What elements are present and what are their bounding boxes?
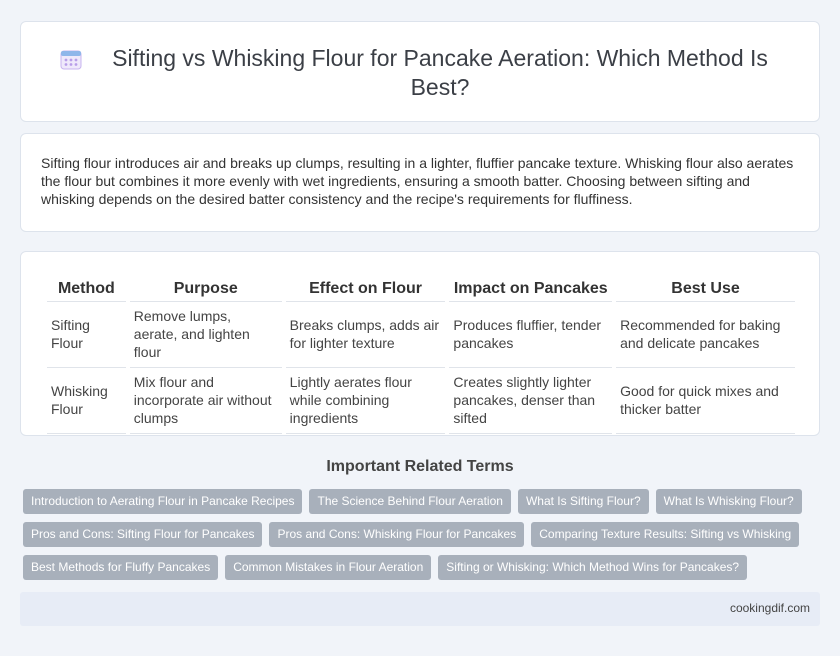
related-terms-tags [23,489,823,588]
column-header-best-use: Best Use [616,278,795,302]
table-row [47,302,795,368]
column-header-purpose: Purpose [130,278,282,302]
title-card [20,21,820,122]
tag-row [23,522,823,547]
table-cell: Lightly aerates flour while combining ingredients [286,368,446,434]
related-tag[interactable]: Common Mistakes in Flour Aeration [225,555,431,580]
table-cell: Remove lumps, aerate, and lighten flour [130,302,282,368]
table-header-row [47,278,795,302]
page-title: Sifting vs Whisking Flour for Pancake Aeration: Which Method Is Best? [112,45,768,100]
tag-row [23,555,823,580]
related-tag[interactable]: Sifting or Whisking: Which Method Wins for Pancakes? [438,555,747,580]
related-tag[interactable]: What Is Whisking Flour? [656,489,802,514]
intro-card [20,133,820,232]
table-cell: Creates slightly lighter pancakes, denser than sifted [449,368,612,434]
footer-site-link[interactable]: cookingdif.com [729,601,810,615]
column-header-effect: Effect on Flour [286,278,446,302]
related-tag[interactable]: Pros and Cons: Sifting Flour for Pancakes [23,522,262,547]
table-cell: Sifting Flour [47,302,126,368]
related-tag[interactable]: Comparing Texture Results: Sifting vs Whisking [531,522,799,547]
related-tag[interactable]: Pros and Cons: Whisking Flour for Pancakes [269,522,524,547]
related-tag[interactable]: The Science Behind Flour Aeration [309,489,510,514]
table-cell: Mix flour and incorporate air without clumps [130,368,282,434]
related-tag[interactable]: Best Methods for Fluffy Pancakes [23,555,218,580]
table-cell: Breaks clumps, adds air for lighter texture [286,302,446,368]
table-cell: Recommended for baking and delicate pancakes [616,302,795,368]
column-header-impact: Impact on Pancakes [449,278,612,302]
footer [20,592,820,626]
table-cell: Produces fluffier, tender pancakes [449,302,612,368]
table-cell: Good for quick mixes and thicker batter [616,368,795,434]
comparison-table-card [20,251,820,436]
comparison-table [43,278,799,434]
column-header-method: Method [47,278,126,302]
related-terms-heading: Important Related Terms [326,458,514,475]
tag-row [23,489,823,514]
related-tag[interactable]: Introduction to Aerating Flour in Pancake Recipes [23,489,302,514]
related-tag[interactable]: What Is Sifting Flour? [518,489,649,514]
table-row [47,368,795,434]
table-cell: Whisking Flour [47,368,126,434]
intro-paragraph: Sifting flour introduces air and breaks up clumps, resulting in a lighter, fluffier pancake texture. Whisking flour also aerates the flour but combines it more evenly with wet ingredients, ensuring a smooth batter. Choosing between sifting and whisking depends on the desired batter consistency and the recipe's requirements for fluffiness. [41,155,794,207]
